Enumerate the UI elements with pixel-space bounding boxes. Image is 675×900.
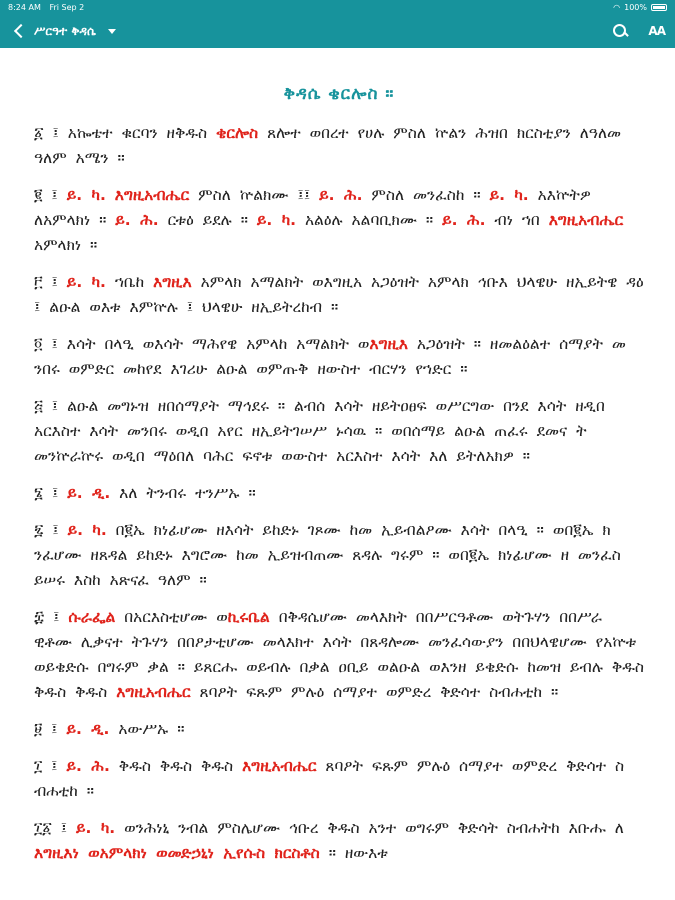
- verse-text: ፲ ፤: [34, 757, 67, 775]
- back-button[interactable]: [10, 24, 116, 39]
- highlighted-text: እግዚእ: [153, 273, 192, 291]
- highlighted-text: እግዚአብሔር: [116, 683, 191, 701]
- verse-text: ፬ ፤ እሳት በላዒ ወእሳት ማሕየዌ አምላከ አማልክት ወ: [34, 335, 370, 353]
- verse-text: ቅዱስ ቅዱስ ቅዱስ: [109, 757, 243, 775]
- highlighted-text: ይ. ሕ.: [115, 211, 159, 229]
- status-bar: [0, 0, 675, 14]
- verse-text: ። ዘውእቱ: [319, 844, 388, 862]
- highlighted-text: ይ. ዲ.: [66, 720, 110, 738]
- status-left: [8, 3, 90, 12]
- battery-percent: 100%: [624, 2, 647, 12]
- verse-text: ኀቤከ: [105, 273, 154, 291]
- verse-text: አጋዕዝት ። ዘመልዕልተ ሰማያት መ ንበሩ ወምድር መከየደ እገሪሁ ልዑል ወምጡቅ ዘውስተ ብርሃን የኀድር ።: [34, 335, 626, 378]
- nav-actions: [612, 23, 665, 39]
- verse-paragraph: [34, 605, 644, 705]
- wifi-icon: ◠: [613, 2, 621, 12]
- verse-text: ምስለ ኵልክሙ ፤፤: [189, 186, 320, 204]
- search-icon[interactable]: [612, 23, 628, 39]
- highlighted-text: እግዚአብሔር: [548, 211, 624, 229]
- font-size-icon: AA: [648, 24, 665, 38]
- verse-paragraph: [34, 332, 644, 382]
- verse-paragraph: [34, 481, 644, 506]
- verse-text: ፮ ፤: [34, 484, 68, 502]
- verse-text: ፭ ፤ ልዑል መግኑዝ ዘበሰማያት ማኅደሩ ። ልብሰ እሳት ዘይትዐፀፍ ወሥርግው በንደ እሳት ዘዲበ አርእስተ እሳት መንበሩ ወዲበ አየር ዘኢይትገሠሥ ኑሳዉ ። ወበሰማይ ልዑል ጠፈሩ ደመና ት መንኵራኵሩ ወዲበ ማዕበለ ባሕር ፍኖቱ ወውስተ አርእስተ እሳት እለ ይትለአክዎ ።: [34, 397, 605, 465]
- verse-text: በአርእስቲሆሙ ወ: [115, 608, 228, 626]
- verse-paragraph: [34, 183, 644, 258]
- nav-title: ሥርዓተ ቅዳሴ: [34, 23, 96, 38]
- highlighted-text: ይ. ካ.: [256, 211, 297, 229]
- verse-text: ጸባዖት ፍጹም ምሉዕ ሰማያተ ወምድረ ቅድሳተ ስ ብሐቲከ ።: [34, 757, 625, 800]
- verse-paragraph: [34, 717, 644, 742]
- font-size-button[interactable]: [648, 24, 665, 38]
- document-title: ቅዳሴ ቄርሎስ ።: [283, 84, 395, 104]
- highlighted-text: ይ. ሕ.: [319, 186, 363, 204]
- document-content: [34, 82, 644, 878]
- verse-text: በቅዳሴሆሙ መላእክት በበሥርዓቶሙ ወትጉሃን በበሥራ ዊቶሙ ሊቃናተ ትጉሃን በበዖታቲሆሙ መላእክተ እሳት በጸዳሎሙ መንፈሳውያን በበህላዌሆሙ የአኵቱ ወይቄድሱ በግሩም ቃል ። ይጸርሑ ወይብሉ በቃል ዐቢይ ወልዑል ወእንዘ ይቄድሱ ከመዝ ይብሉ ቅዱስ ቅዱስ ቅዱስ: [34, 608, 644, 701]
- verse-paragraph: [34, 816, 644, 866]
- chevron-left-icon: [14, 24, 28, 38]
- verse-text: ምስለ መንፈስከ ።: [362, 186, 490, 204]
- verse-text: አእኵትዎ ለአምላክነ ።: [34, 186, 591, 229]
- verse-text: አምላክ አማልክት ወእግዚአ አጋዕዝት አምላክ ኅቡእ ህላዌሁ ዘኢይትዌ ዳዕ ፤ ልዑል ወእቱ እምኵሉ ፤ ህላዌሁ ዘኢይትረከብ ።: [34, 273, 644, 316]
- verse-text: ፩ ፤ አኰቴተ ቁርባን ዘቅዱስ: [34, 124, 217, 142]
- highlighted-text: ይ. ካ.: [76, 819, 116, 837]
- verse-text: አውሥኡ ።: [109, 720, 185, 738]
- verse-paragraph: [34, 394, 644, 469]
- highlighted-text: ይ. ዲ.: [67, 484, 111, 502]
- verse-text: ጸባዖት ፍጹም ምሉዕ ሰማያተ ወምድረ ቅድሳተ ስብሐቲከ ።: [190, 683, 559, 701]
- verse-text: አልዕሉ አልባቢክሙ ።: [296, 211, 443, 229]
- highlighted-text: እግዚእነ ወአምላክነ ወመድኃኒነ ኢየሱስ ክርስቶስ: [34, 844, 320, 862]
- highlighted-text: ይ. ካ.: [66, 273, 106, 291]
- highlighted-text: ይ. ካ.: [489, 186, 529, 204]
- highlighted-text: ይ. ካ.: [66, 186, 106, 204]
- verse-text: ፲፩ ፤: [34, 819, 77, 837]
- highlighted-text: ሱራፌል: [68, 608, 116, 626]
- chevron-down-icon[interactable]: [108, 29, 116, 34]
- verse-text: ፯ ፤: [34, 521, 68, 539]
- verse-paragraph: [34, 270, 644, 320]
- verse-text: ፱ ፤: [34, 720, 67, 738]
- highlighted-text: እግዚእ: [369, 335, 408, 353]
- verse-text: በ፪ኤ ክነፊሆሙ ዘእሳት ይከድኑ ገጾሙ ከመ ኢይብልዖሙ እሳት በላዒ ። ወበ፪ኤ ክ ንፈሆሙ ዘጸዳል ይከድኑ እግሮሙ ከመ ኢይዝብጠሙ ጸዳሉ ግሩም ። ወበ፪ኤ ክነፊሆሙ ዘ መንፈስ ይሠሩ እስከ አጽናፈ ዓለም ።: [34, 521, 621, 589]
- verse-text: እለ ትንብሩ ተንሥኡ ።: [110, 484, 256, 502]
- highlighted-text: እግዚአብሔር: [114, 186, 190, 204]
- verse-paragraph: [34, 121, 644, 171]
- highlighted-text: ይ. ካ.: [67, 521, 107, 539]
- status-time: 8:24 AM: [8, 2, 41, 12]
- highlighted-text: ቄርሎስ: [216, 124, 259, 142]
- verse-text: ብነ ኀበ: [485, 211, 549, 229]
- verse-text: ወንሕነኒ ንብል ምስሌሆሙ ኅቡረ ቅዱስ አንተ ወግሩም ቅድሳት ስብሐትከ እቡሑ ለ: [115, 819, 624, 837]
- highlighted-text: እግዚአብሔር: [242, 757, 317, 775]
- verse-text: [106, 186, 115, 204]
- highlighted-text: ይ. ሕ.: [442, 211, 486, 229]
- verse-text: ርቱዕ ይደሉ ።: [158, 211, 257, 229]
- verse-text: አምላክነ ።: [34, 236, 98, 254]
- battery-icon: [651, 4, 667, 11]
- verse-text: ፫ ፤: [34, 273, 67, 291]
- verse-text: ጸሎተ ወበረተ የሀሉ ምስለ ኵልን ሕዝበ ክርስቲያን ለዓለመ ዓለም አሜን ።: [34, 124, 622, 167]
- highlighted-text: ኪሩቤል: [227, 608, 270, 626]
- highlighted-text: ይ. ሕ.: [66, 757, 110, 775]
- status-right: [613, 3, 667, 12]
- verse-text: ፰ ፤: [34, 608, 69, 626]
- verse-text: ፪ ፤: [34, 186, 67, 204]
- nav-bar: [0, 14, 675, 48]
- verse-paragraph: [34, 518, 644, 593]
- paragraph-list: [34, 121, 644, 866]
- verse-paragraph: [34, 754, 644, 804]
- status-date: Fri Sep 2: [49, 2, 85, 12]
